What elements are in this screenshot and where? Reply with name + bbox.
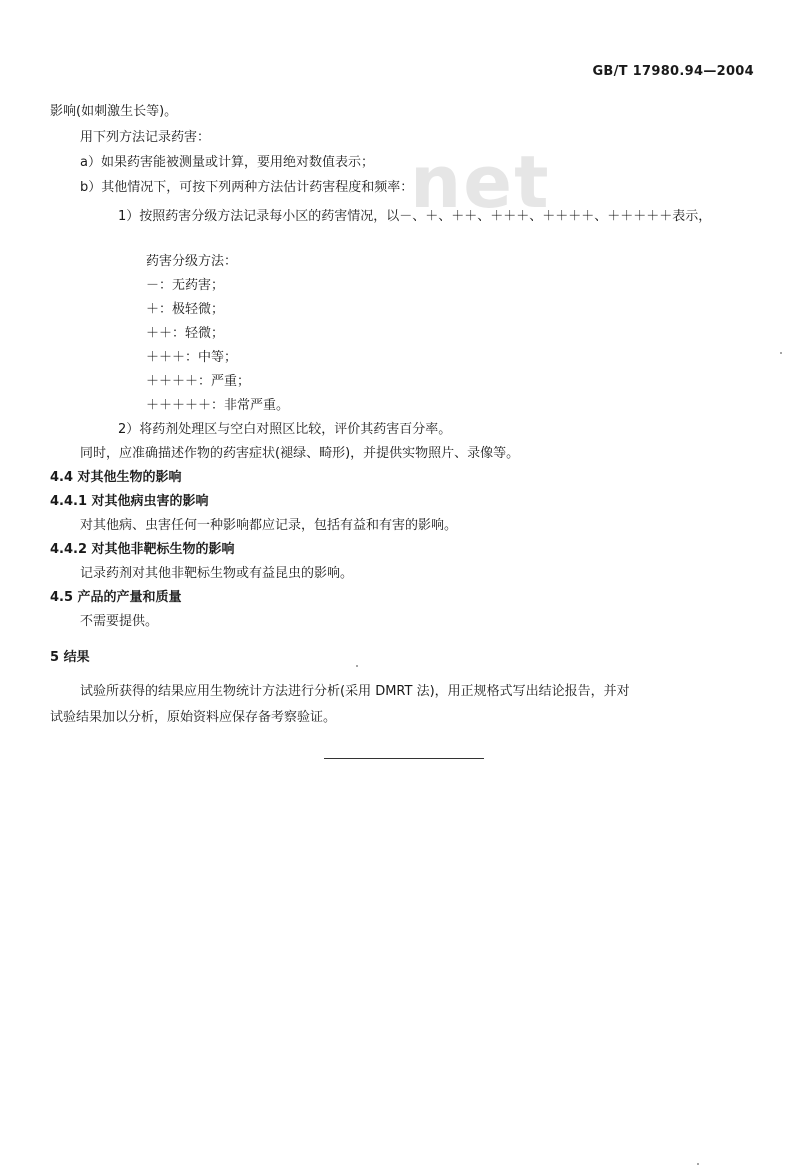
text-line: 同时，应准确描述作物的药害症状(褪绿、畸形)，并提供实物照片、录像等。 [80,446,520,461]
text-line: ＋＋：轻微； [146,326,225,341]
text-line: ＋＋＋：中等； [146,350,238,365]
end-rule [324,758,484,759]
section-heading: 4.4 对其他生物的影响 [50,470,182,485]
scan-speck [780,352,782,354]
section-heading: 5 结果 [50,650,90,665]
scan-speck [356,665,358,667]
section-heading: 4.4.2 对其他非靶标生物的影响 [50,542,235,557]
text-line: b）其他情况下，可按下列两种方法估计药害程度和频率： [80,180,414,195]
text-line: 记录药剂对其他非靶标生物或有益昆虫的影响。 [80,566,354,581]
text-line: 2）将药剂处理区与空白对照区比较，评价其药害百分率。 [118,422,452,437]
watermark: net [410,140,551,224]
text-line: ＋：极轻微； [146,302,225,317]
section-heading: 4.5 产品的产量和质量 [50,590,182,605]
text-line: a）如果药害能被测量或计算，要用绝对数值表示； [80,155,374,170]
section-heading: 4.4.1 对其他病虫害的影响 [50,494,209,509]
text-line: 对其他病、虫害任何一种影响都应记录，包括有益和有害的影响。 [80,518,458,533]
text-line: 药害分级方法： [146,254,238,269]
standard-number: GB/T 17980.94—2004 [592,64,754,79]
text-line: 试验结果加以分析，原始资料应保存备考察验证。 [50,710,337,725]
text-line: 不需要提供。 [80,614,159,629]
scan-speck [697,1163,699,1165]
text-line: 用下列方法记录药害： [80,130,211,145]
text-line: ＋＋＋＋：严重； [146,374,251,389]
text-line: 1）按照药害分级方法记录每小区的药害情况，以－、＋、＋＋、＋＋＋、＋＋＋＋、＋＋＋＋＋表示， [118,209,712,224]
text-line: 影响(如刺激生长等)。 [50,104,178,119]
text-line: ＋＋＋＋＋：非常严重。 [146,398,290,413]
text-line: 试验所获得的结果应用生物统计方法进行分析(采用 DMRT 法)，用正规格式写出结论报告，并对 [80,684,630,699]
text-line: －：无药害； [146,278,225,293]
